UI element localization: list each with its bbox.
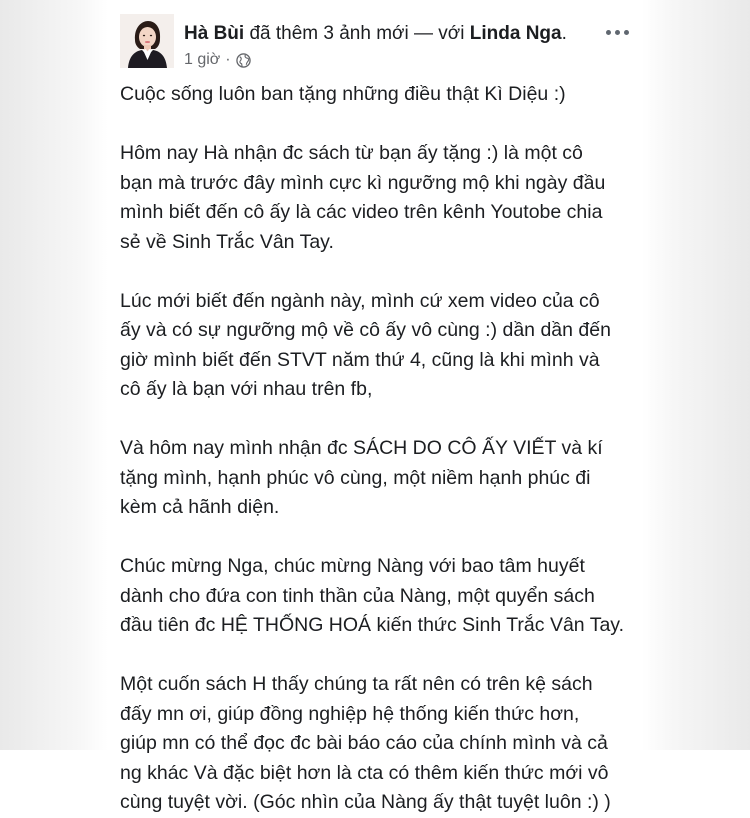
page-background-right (642, 0, 750, 750)
post-meta (184, 50, 251, 70)
post-author-line (184, 22, 567, 46)
avatar[interactable] (120, 14, 174, 68)
avatar-photo (120, 14, 174, 68)
more-dot (615, 30, 620, 35)
facebook-post (108, 0, 642, 813)
post-body (120, 80, 640, 818)
more-dot (624, 30, 629, 35)
more-dots-icon[interactable] (602, 22, 632, 42)
author-line-period: . (561, 23, 567, 44)
more-dot (606, 30, 611, 35)
post-header (120, 14, 632, 72)
author-name[interactable]: Hà Bùi (184, 23, 245, 44)
post-action-text: đã thêm 3 ảnh mới — với (244, 23, 470, 44)
post-paragraph: Một cuốn sách H thấy chúng ta rất nên có trên kệ sách đấy mn ơi, giúp đồng nghiệp hệ thống kiến thức hơn, giúp mn có thể đọc đc bài báo cáo của chính mình và cả ng khác Và đặc biệt hơn là cta có thêm kiến thức mới vô cùng tuyệt vời. (Góc nhìn của Nàng ấy thật tuyệt luôn :) ) (120, 673, 611, 813)
page-background-left (0, 0, 108, 750)
post-timestamp[interactable]: 1 giờ (184, 51, 221, 68)
post-paragraph: Cuộc sống luôn ban tặng những điều thật Kì Diệu :) (120, 83, 566, 105)
post-paragraph: Chúc mừng Nga, chúc mừng Nàng với bao tâm huyết dành cho đứa con tinh thần của Nàng, một quyển sách đầu tiên đc HỆ THỐNG HOÁ kiến thức Sinh Trắc Vân Tay. (120, 555, 625, 636)
post-paragraph: Và hôm nay mình nhận đc SÁCH DO CÔ ẤY VIẾT và kí tặng mình, hạnh phúc vô cùng, một niềm hạnh phúc đi kèm cả hãnh diện. (120, 437, 603, 518)
meta-separator: · (225, 51, 231, 68)
tagged-person[interactable]: Linda Nga (469, 23, 562, 44)
post-paragraph: Lúc mới biết đến ngành này, mình cứ xem video của cô ấy và có sự ngưỡng mộ về cô ấy vô cùng :) dần dần đến giờ mình biết đến STVT năm thứ 4, cũng là khi mình và cô ấy là bạn với nhau trên fb, (120, 289, 611, 400)
globe-icon[interactable] (236, 53, 251, 68)
post-paragraph: Hôm nay Hà nhận đc sách từ bạn ấy tặng :) là một cô bạn mà trước đây mình cực kì ngưỡng mộ khi ngày đầu mình biết đến cô ấy là các video trên kênh Youtobe chia sẻ về Sinh Trắc Vân Tay. (120, 142, 606, 253)
